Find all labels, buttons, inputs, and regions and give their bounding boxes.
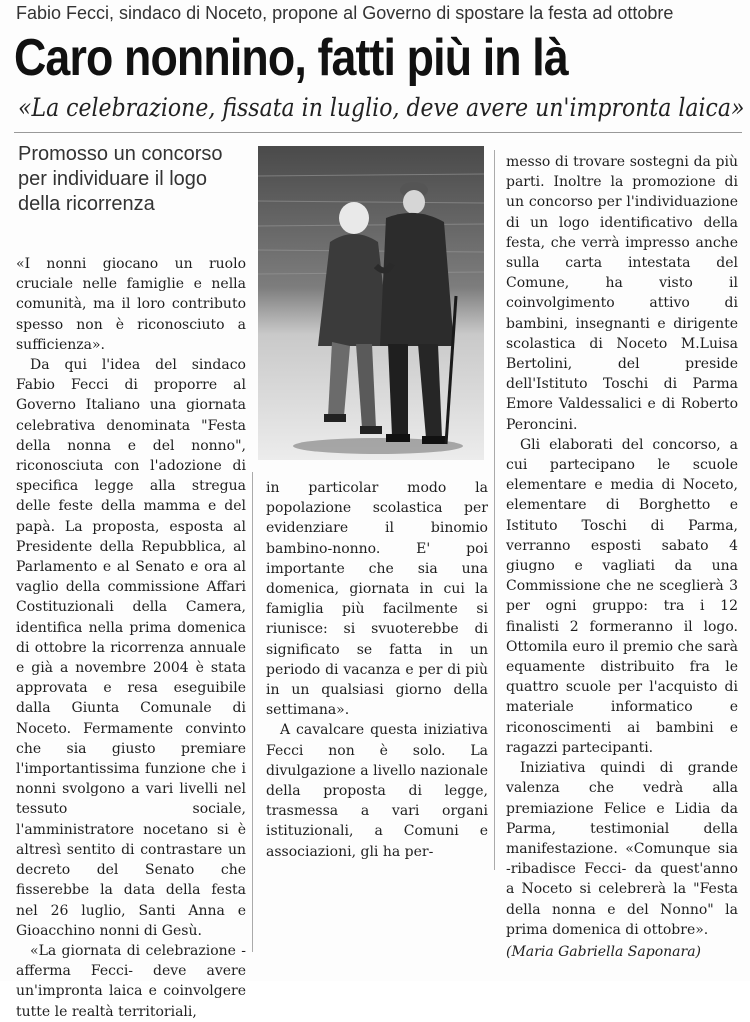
column-divider <box>252 472 253 952</box>
paragraph-quote-intro: «I nonni giocano un ruolo cruciale nelle famiglie e nella comunità, ma il loro contributo spesso non è riconosciuto a sufficienza». <box>16 256 246 353</box>
article-column-2 <box>266 478 488 862</box>
paragraph-contest: messo di trovare sostegni da più parti. Inoltre la promozione di un concorso per l'individuazione di un logo identificativo della festa, che verrà impresso anche sulla carta intestata del Comune, ha visto il coinvolgimento attivo di bambini, insegnanti e dirigente scolastica di Noceto M.Luisa Bertolini, del preside dell'Istituto Toschi di Parma Emore Valdessalici e di Roberto Peroncini. <box>506 154 738 433</box>
article-headline: Caro nonnino, fatti più in là <box>14 29 568 87</box>
article-deck: Promosso un concorso per individuare il logo della ricorrenza <box>18 143 223 215</box>
elderly-couple-photo <box>258 146 484 460</box>
paragraph-closing: Iniziativa quindi di grande valenza che vedrà alla premiazione Felice e Lidia da Parma, testimonial della manifestazione. «Comunque sia -ribadisce Fecci- da quest'anno a Noceto si celebrerà la "Festa della nonna e del Nonno" la prima domenica di ottobre». <box>506 760 738 938</box>
article-column-3 <box>506 152 738 962</box>
article-byline: (Maria Gabriella Saponara) <box>506 943 702 960</box>
paragraph-proposal: Da qui l'idea del sindaco Fabio Fecci di proporre al Governo Italiano una giornata celebrativa denominata "Festa della nonna e del nonno", riconosciuta con l'adozione di specifica legge alla stregua delle feste della mamma e del papà. La proposta, esposta al Presidente della Repubblica, al Parlamento e al Senato e ora al vaglio della commissione Affari Costituzionali della Camera, identifica nella prima domenica di ottobre la ricorrenza annuale e già a novembre 2004 è stata approvata e resa eseguibile dalla Giunta Comunale di Noceto. Fermamente convinto che sia giusto premiare l'importantissima funzione che i nonni svolgono a vari livelli nel tessuto sociale, l'amministratore nocetano si è altresì sentito di contrastare un decreto del Senato che fisserebbe la data della festa nel 26 luglio, Santi Anna e Gioacchino nonni di Gesù. <box>16 357 246 939</box>
column-divider <box>494 150 495 870</box>
article-column-1 <box>16 254 246 1022</box>
article-subhead: «La celebrazione, fissata in luglio, deve avere un'impronta laica» <box>18 93 745 122</box>
article-kicker: Fabio Fecci, sindaco di Noceto, propone al Governo di spostare la festa ad ottobre <box>16 3 674 23</box>
paragraph-quote-fecci: «La giornata di celebrazione -afferma Fecci- deve avere un'impronta laica e coinvolgere tutte le realtà territoriali, <box>16 942 246 1020</box>
paragraph-continuation: in particolar modo la popolazione scolastica per evidenziare il binomio bambino-nonno. E' poi importante che sia una domenica, giornata in cui la famiglia più facilmente si riunisce: si svuoterebbe di significato se fatta in un periodo di vacanza e per di più in un qualsiasi giorno della settimana». <box>266 480 488 719</box>
header-divider <box>14 132 742 133</box>
elderly-couple-walking-icon <box>258 146 484 460</box>
paragraph-initiative: A cavalcare questa iniziativa Fecci non è solo. La divulgazione a livello nazionale della proposta di legge, trasmessa a vari organi istituzionali, a Comuni e associazioni, gli ha per- <box>266 722 488 860</box>
paragraph-entries: Gli elaborati del concorso, a cui partecipano le scuole elementare e media di Noceto, elementare di Borghetto e Istituto Toschi di Parma, verranno esposti sabato 4 giugno e vagliati da una Commissione che ne sceglierà 3 per ogni gruppo: tra i 12 finalisti 2 formeranno il logo. Ottomila euro il premio che sarà equamente distribuito fra le quattro scuole per l'acquisto di materiale informatico e riconoscimenti ai bambini e ragazzi partecipanti. <box>506 436 738 756</box>
